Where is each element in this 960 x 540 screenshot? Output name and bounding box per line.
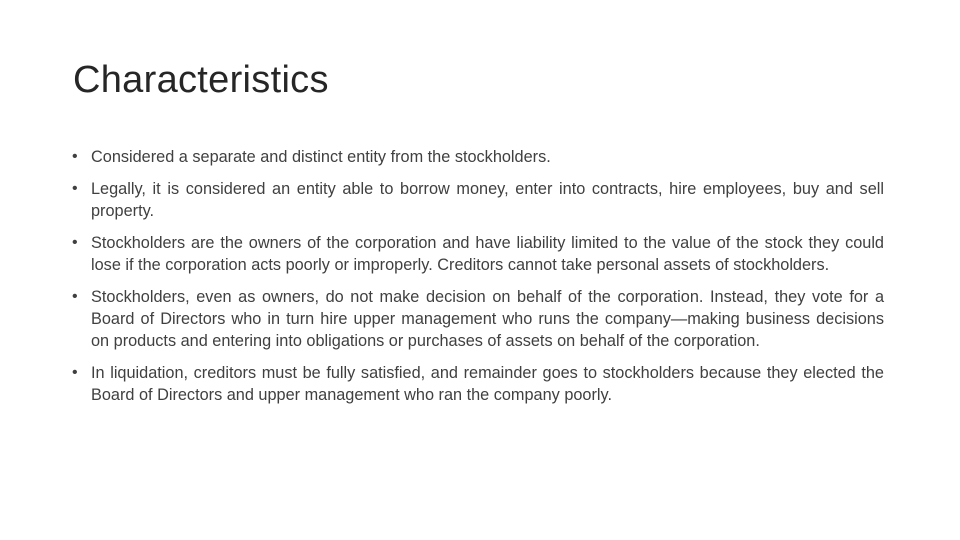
bullet-item <box>72 232 884 276</box>
bullet-item <box>72 362 884 406</box>
bullet-list <box>72 146 884 416</box>
bullet-item <box>72 286 884 352</box>
bullet-text: Legally, it is considered an entity able to borrow money, enter into contracts, hire employees, buy and sell property. <box>91 180 884 220</box>
bullet-icon: • <box>72 180 78 197</box>
bullet-item <box>72 146 884 168</box>
bullet-icon: • <box>72 364 78 381</box>
bullet-item <box>72 178 884 222</box>
bullet-icon: • <box>72 148 78 165</box>
bullet-text: Considered a separate and distinct entity from the stockholders. <box>91 148 551 166</box>
bullet-icon: • <box>72 234 78 251</box>
bullet-text: Stockholders are the owners of the corporation and have liability limited to the value of the stock they could lose if the corporation acts poorly or improperly. Creditors cannot take personal assets of stockholders. <box>91 234 884 274</box>
slide-title: Characteristics <box>73 59 329 101</box>
bullet-icon: • <box>72 288 78 305</box>
bullet-text: In liquidation, creditors must be fully satisfied, and remainder goes to stockholders because they elected the Board of Directors and upper management who ran the company poorly. <box>91 364 884 404</box>
bullet-text: Stockholders, even as owners, do not make decision on behalf of the corporation. Instead, they vote for a Board of Directors who in turn hire upper management who runs the company—making business decisions on products and entering into obligations or purchases of assets on behalf of the corporation. <box>91 288 884 350</box>
